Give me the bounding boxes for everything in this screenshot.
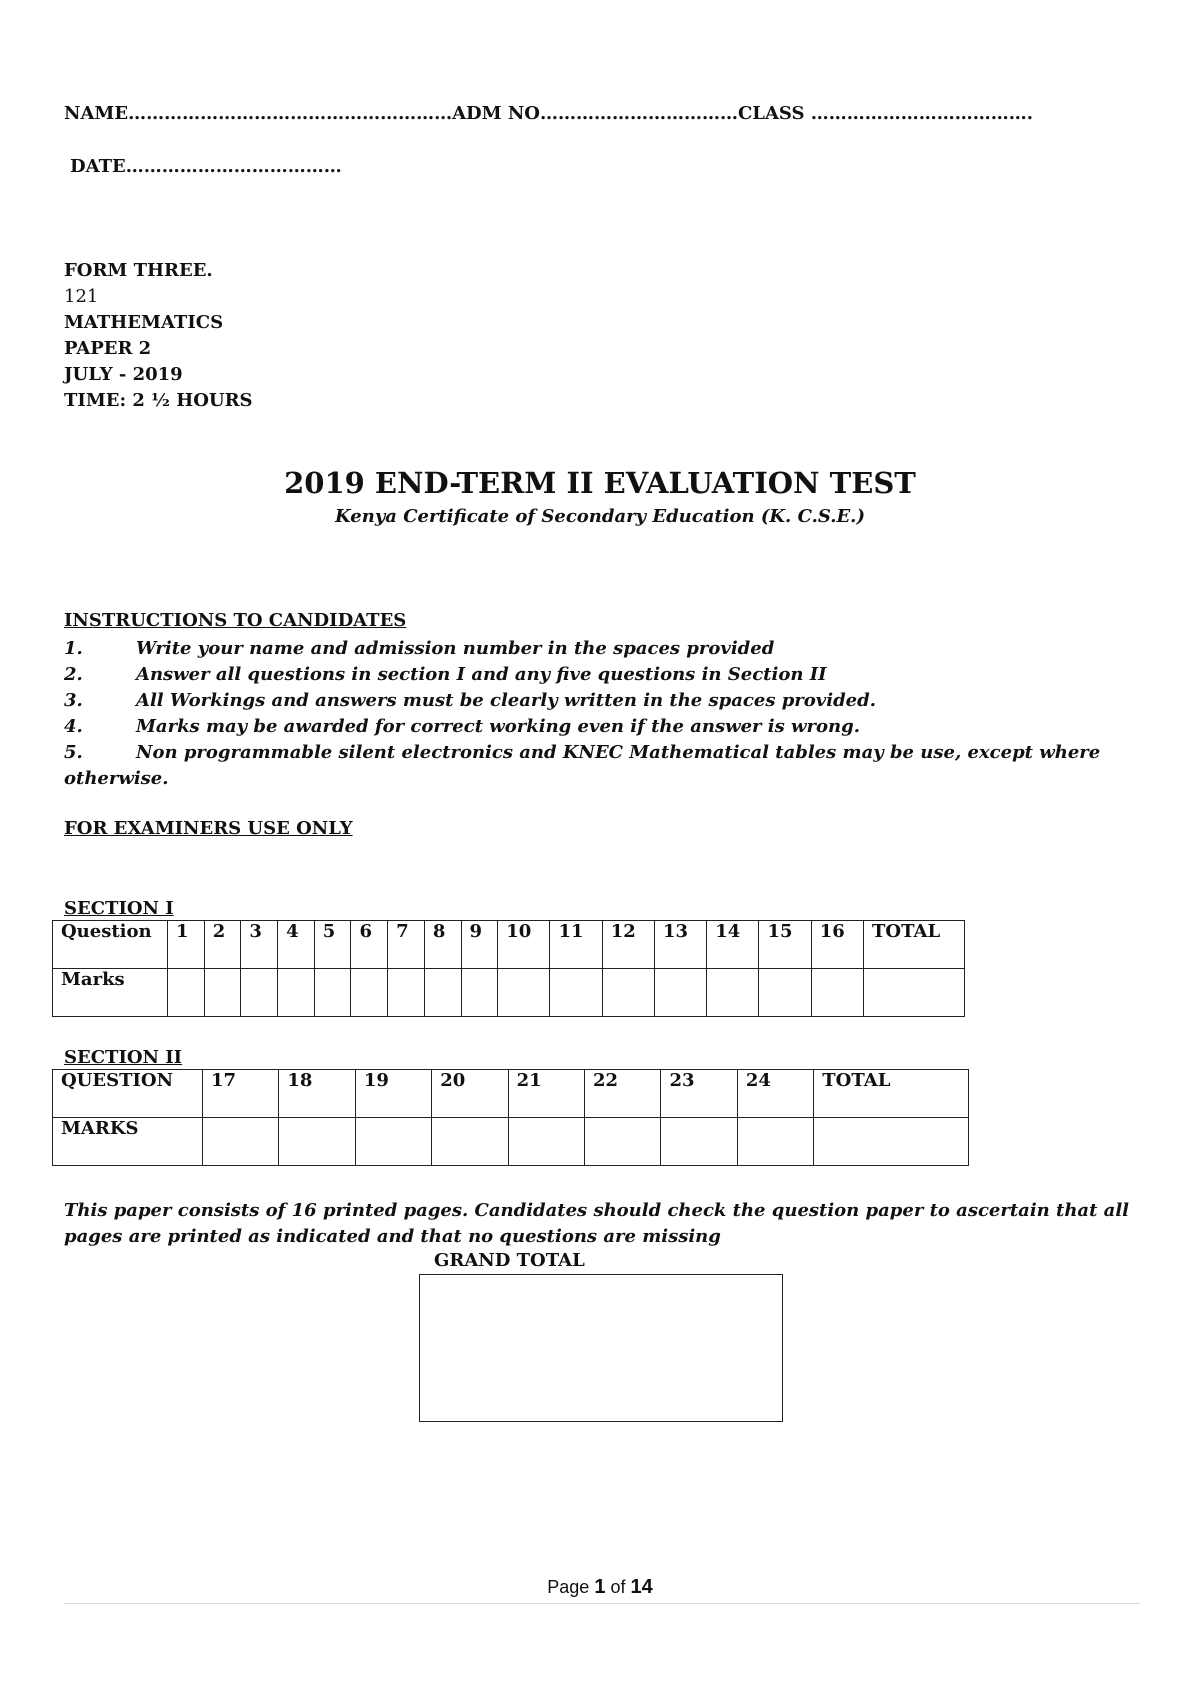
marks-cell[interactable] bbox=[204, 969, 241, 1017]
paper-label: PAPER 2 bbox=[64, 338, 152, 359]
section1-col: 15 bbox=[759, 921, 811, 969]
section2-table bbox=[52, 1069, 969, 1166]
section2-question-row bbox=[53, 1070, 969, 1118]
marks-cell[interactable] bbox=[432, 1118, 508, 1166]
section1-col: 12 bbox=[602, 921, 654, 969]
marks-cell[interactable] bbox=[314, 969, 351, 1017]
marks-cell[interactable] bbox=[602, 969, 654, 1017]
instructions-list bbox=[64, 636, 1124, 792]
section1-col: 8 bbox=[424, 921, 461, 969]
section2-col: 20 bbox=[432, 1070, 508, 1118]
section2-total-header: TOTAL bbox=[814, 1070, 969, 1118]
section1-col: 13 bbox=[654, 921, 706, 969]
date-label: JULY - 2019 bbox=[64, 364, 183, 385]
instruction-item: 1. Write your name and admission number in the spaces provided bbox=[64, 638, 775, 659]
section1-row-label: Question bbox=[53, 921, 168, 969]
date-line: DATE……………………………… bbox=[70, 156, 342, 177]
section2-col: 23 bbox=[661, 1070, 737, 1118]
instruction-item: 2. Answer all questions in section I and any five questions in Section II bbox=[64, 664, 827, 685]
instruction-item: 4. Marks may be awarded for correct working even if the answer is wrong. bbox=[64, 716, 860, 737]
marks-cell[interactable] bbox=[461, 969, 498, 1017]
section1-col: 3 bbox=[241, 921, 278, 969]
marks-total-cell[interactable] bbox=[814, 1118, 969, 1166]
section1-col: 11 bbox=[550, 921, 602, 969]
footer-divider bbox=[64, 1603, 1140, 1604]
section2-col: 24 bbox=[737, 1070, 813, 1118]
footer-current-page: 1 bbox=[594, 1576, 606, 1598]
marks-cell[interactable] bbox=[424, 969, 461, 1017]
marks-cell[interactable] bbox=[811, 969, 863, 1017]
footer-of-word: of bbox=[610, 1577, 626, 1597]
marks-cell[interactable] bbox=[355, 1118, 431, 1166]
marks-cell[interactable] bbox=[351, 969, 388, 1017]
section1-marks-label: Marks bbox=[53, 969, 168, 1017]
marks-cell[interactable] bbox=[279, 1118, 355, 1166]
name-adm-class-line: NAME………………………………………………ADM NO……………………………CLASS ………………………………. bbox=[64, 103, 1034, 124]
marks-cell[interactable] bbox=[508, 1118, 584, 1166]
section2-col: 22 bbox=[585, 1070, 661, 1118]
marks-cell[interactable] bbox=[737, 1118, 813, 1166]
section2-col: 19 bbox=[355, 1070, 431, 1118]
marks-cell[interactable] bbox=[654, 969, 706, 1017]
section1-total-header: TOTAL bbox=[864, 921, 965, 969]
marks-cell[interactable] bbox=[498, 969, 550, 1017]
section2-row-label: QUESTION bbox=[53, 1070, 203, 1118]
marks-cell[interactable] bbox=[661, 1118, 737, 1166]
marks-total-cell[interactable] bbox=[864, 969, 965, 1017]
section1-label: SECTION I bbox=[64, 898, 174, 919]
section1-marks-row bbox=[53, 969, 965, 1017]
footer-total-pages: 14 bbox=[630, 1576, 653, 1598]
section2-col: 17 bbox=[203, 1070, 279, 1118]
section1-col: 10 bbox=[498, 921, 550, 969]
grand-total-label: GRAND TOTAL bbox=[434, 1250, 585, 1271]
instruction-item: 5. Non programmable silent electronics and KNEC Mathematical tables may be use, except where bbox=[64, 742, 1101, 763]
section1-col: 14 bbox=[707, 921, 759, 969]
section2-col: 21 bbox=[508, 1070, 584, 1118]
section1-col: 2 bbox=[204, 921, 241, 969]
marks-cell[interactable] bbox=[278, 969, 315, 1017]
paper-info bbox=[64, 258, 253, 414]
instructions-heading: INSTRUCTIONS TO CANDIDATES bbox=[64, 610, 407, 631]
marks-cell[interactable] bbox=[585, 1118, 661, 1166]
section1-col: 9 bbox=[461, 921, 498, 969]
form-label: FORM THREE. bbox=[64, 260, 213, 281]
grand-total-box[interactable] bbox=[419, 1274, 783, 1422]
examiners-heading: FOR EXAMINERS USE ONLY bbox=[64, 818, 353, 839]
section1-col: 6 bbox=[351, 921, 388, 969]
marks-cell[interactable] bbox=[241, 969, 278, 1017]
section1-col: 4 bbox=[278, 921, 315, 969]
marks-cell[interactable] bbox=[203, 1118, 279, 1166]
marks-cell[interactable] bbox=[388, 969, 425, 1017]
section1-col: 1 bbox=[168, 921, 205, 969]
section1-col: 7 bbox=[388, 921, 425, 969]
page-subtitle: Kenya Certificate of Secondary Education (K. C.S.E.) bbox=[335, 506, 865, 527]
time-label: TIME: 2 ½ HOURS bbox=[64, 390, 253, 411]
section2-col: 18 bbox=[279, 1070, 355, 1118]
section2-label: SECTION II bbox=[64, 1047, 183, 1068]
marks-cell[interactable] bbox=[550, 969, 602, 1017]
section1-col: 16 bbox=[811, 921, 863, 969]
paper-note: This paper consists of 16 printed pages. Candidates should check the question paper to ascertain that all pages are printed as indicated and that no questions are missing bbox=[64, 1200, 1130, 1247]
instruction-item-continuation: otherwise. bbox=[64, 768, 169, 789]
footer-page-word: Page bbox=[547, 1577, 590, 1597]
section2-marks-label: MARKS bbox=[53, 1118, 203, 1166]
marks-cell[interactable] bbox=[707, 969, 759, 1017]
instruction-item: 3. All Workings and answers must be clearly written in the spaces provided. bbox=[64, 690, 876, 711]
page-footer bbox=[0, 1576, 1200, 1599]
marks-cell[interactable] bbox=[168, 969, 205, 1017]
section1-col: 5 bbox=[314, 921, 351, 969]
page-title: 2019 END-TERM II EVALUATION TEST bbox=[284, 466, 916, 500]
paper-code: 121 bbox=[64, 286, 99, 307]
section1-question-row bbox=[53, 921, 965, 969]
section2-marks-row bbox=[53, 1118, 969, 1166]
subject-label: MATHEMATICS bbox=[64, 312, 224, 333]
section1-table bbox=[52, 920, 965, 1017]
marks-cell[interactable] bbox=[759, 969, 811, 1017]
